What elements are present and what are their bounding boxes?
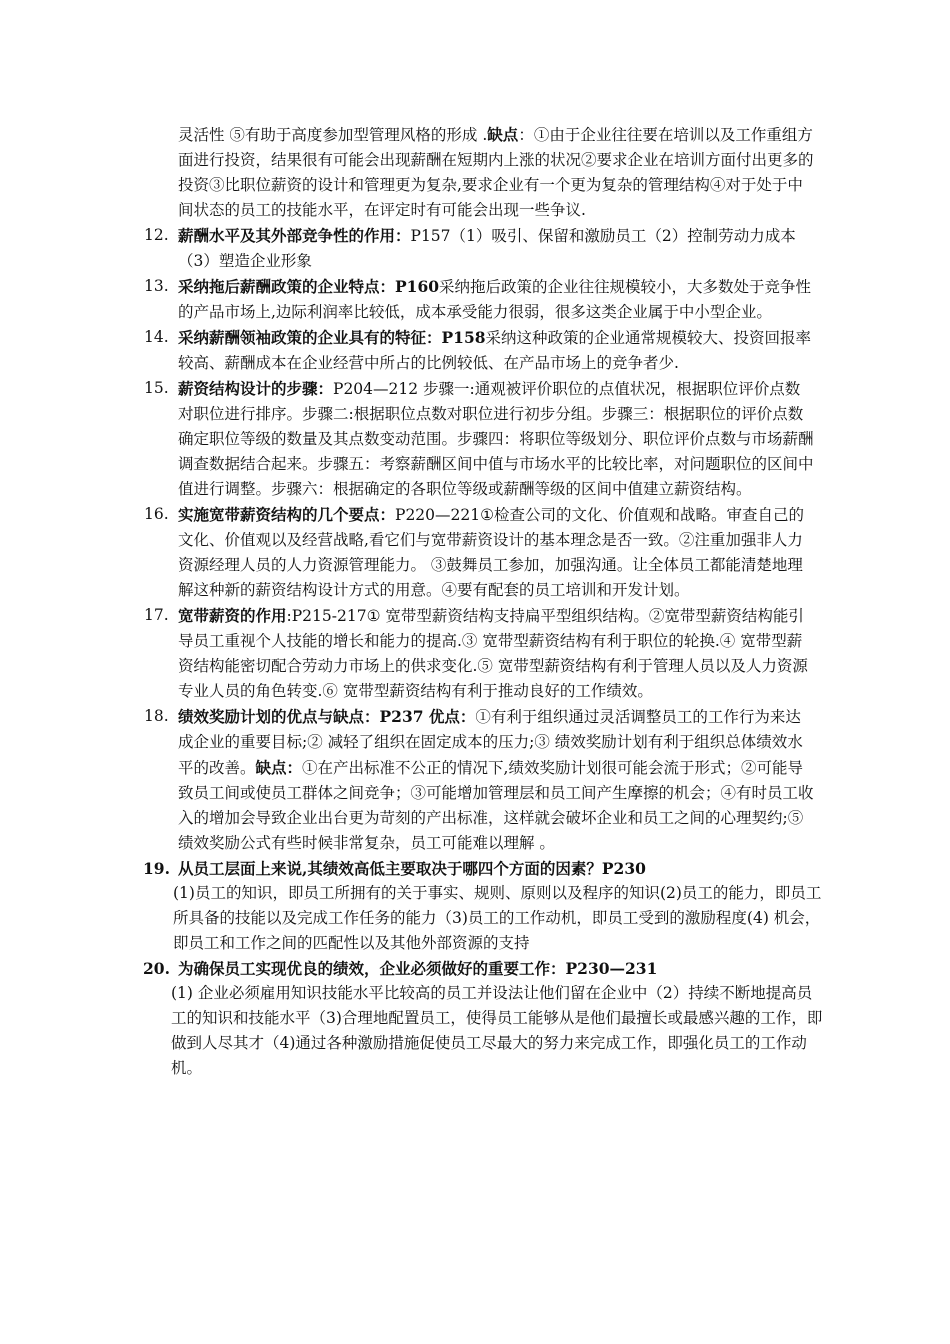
intro-text-post: ：①由于企业往往要在培训以及工作重组方面进行投资，结果很有可能会出现薪酬在短期内上涨的状况②要求企业在培训方面付出更多的投资③比职位薪资的设计和管理更为复杂,要求企业有一个更为复杂的管理结构④对于处于中间状态的员工的技能水平，在评定时有可能会出现一些争议. xyxy=(178,126,814,219)
item-body: P157（1）吸引、保留和激励员工（2）控制劳动力成本（3）塑造企业形象 xyxy=(178,227,796,270)
question-heading: 为确保员工实现优良的绩效，企业必须做好的重要工作：P230—231 xyxy=(178,959,658,978)
item-body: P220—221①检查公司的文化、价值观和战略。审查自己的文化、价值观以及经营战略,看它们与宽带薪资设计的基本理念是否一致。②注重加强非人力资源经理人员的人力资源管理能力。 ③鼓舞员工参加，加强沟通。让全体员工都能清楚地理解这种新的薪资结构设计方式的用意。④要有配套的员工培训和开发计划。 xyxy=(178,506,805,599)
list-item-18 xyxy=(144,704,814,856)
intro-text-pre: 灵活性 ⑤有助于高度参加型管理风格的形成 . xyxy=(178,126,488,144)
question-number: 19. xyxy=(143,859,170,878)
intro-keyword: 缺点 xyxy=(487,125,519,144)
question-heading: 从员工层面上来说,其绩效高低主要取决于哪四个方面的因素？P230 xyxy=(178,859,646,878)
question-20-answer xyxy=(145,981,825,1081)
list-item-17 xyxy=(144,603,814,704)
item-number: 14. xyxy=(144,328,169,346)
item-number: 15. xyxy=(144,379,169,397)
item-keyword-cons: 缺点： xyxy=(255,758,303,777)
list-item-13 xyxy=(144,274,814,325)
question-19-answer xyxy=(145,881,825,956)
item-number: 16. xyxy=(144,505,169,523)
question-19-heading xyxy=(143,856,814,881)
item-heading: 薪资结构设计的步骤： xyxy=(178,379,334,398)
question-20-heading xyxy=(143,956,814,981)
list-item-12 xyxy=(144,223,814,274)
intro-paragraph xyxy=(178,122,814,223)
document-body xyxy=(0,122,950,1081)
item-number: 12. xyxy=(144,226,169,244)
list-item-16 xyxy=(144,502,814,603)
answer-text: (1) 企业必须雇用知识技能水平比较高的员工并设法让他们留在企业中（2）持续不断地提高员工的知识和技能水平（3)合理地配置员工，使得员工能够从是他们最擅长或最感兴趣的工作，即做到人尽其才（4)通过各种激励措施促使员工尽最大的努力来完成工作，即强化员工的工作动机。 xyxy=(171,984,823,1077)
item-body: 采纳拖后政策的企业往往规模较小，大多数处于竞争性的产品市场上,边际利润率比较低，成本承受能力很弱，很多这类企业属于中小型企业。 xyxy=(178,278,812,321)
list-item-14 xyxy=(144,325,814,376)
item-body: P204—212 步骤一:通观被评价职位的点值状况，根据职位评价点数对职位进行排序。步骤二:根据职位点数对职位进行初步分组。步骤三：根据职位的评价点数确定职位等级的数量及其点数变动范围。步骤四：将职位等级划分、职位评价点数与市场薪酬调查数据结合起来。步骤五：考察薪酬区间中值与市场水平的比较比率，对问题职位的区间中值进行调整。步骤六：根据确定的各职位等级或薪酬等级的区间中值建立薪资结构。 xyxy=(178,380,814,498)
item-number: 13. xyxy=(144,277,169,295)
item-heading: 绩效奖励计划的优点与缺点：P237 优点： xyxy=(178,707,476,726)
item-number: 18. xyxy=(144,707,169,725)
item-number: 17. xyxy=(144,606,169,624)
item-heading: 宽带薪资的作用 xyxy=(178,606,287,625)
item-heading: 实施宽带薪资结构的几个要点： xyxy=(178,505,396,524)
item-body: :P215-217① 宽带型薪资结构支持扁平型组织结构。②宽带型薪资结构能引导员工重视个人技能的增长和能力的提高.③ 宽带型薪资结构有利于职位的轮换.④ 宽带型薪资结构能密切配合劳动力市场上的供求变化.⑤ 宽带型薪资结构有利于管理人员以及人力资源专业人员的角色转变.⑥ 宽带型薪资结构有利于推动良好的工作绩效。 xyxy=(178,607,808,700)
list-item-15 xyxy=(144,376,814,502)
item-heading: 采纳薪酬领袖政策的企业具有的特征：P158 xyxy=(178,328,486,347)
item-body: 采纳这种政策的企业通常规模较大、投资回报率较高、薪酬成本在企业经营中所占的比例较低、在产品市场上的竞争者少. xyxy=(178,329,812,372)
item-heading: 采纳拖后薪酬政策的企业特点：P160 xyxy=(178,277,440,296)
item-heading: 薪酬水平及其外部竞争性的作用： xyxy=(178,226,411,245)
item-body: ①有利于组织通过灵活调整员工的工作行为来达成企业的重要目标;② 减轻了组织在固定成本的压力;③ 绩效奖励计划有利于组织总体绩效水平的改善。 xyxy=(178,708,803,777)
item-body-cons: ①在产出标准不公正的情况下,绩效奖励计划很可能会流于形式；②可能导致员工间或使员工群体之间竞争；③可能增加管理层和员工间产生摩擦的机会；④有时员工收入的增加会导致企业出台更为苛刻的产出标准，这样就会破坏企业和员工之间的心理契约;⑤ 绩效奖励公式有些时候非常复杂，员工可能难以理解 。 xyxy=(178,759,814,852)
answer-text: (1)员工的知识，即员工所拥有的关于事实、规则、原则以及程序的知识(2)员工的能力，即员工所具备的技能以及完成工作任务的能力（3)员工的工作动机，即员工受到的激励程度(4) 机会，即员工和工作之间的匹配性以及其他外部资源的支持 xyxy=(173,884,822,952)
question-number: 20. xyxy=(143,959,170,978)
